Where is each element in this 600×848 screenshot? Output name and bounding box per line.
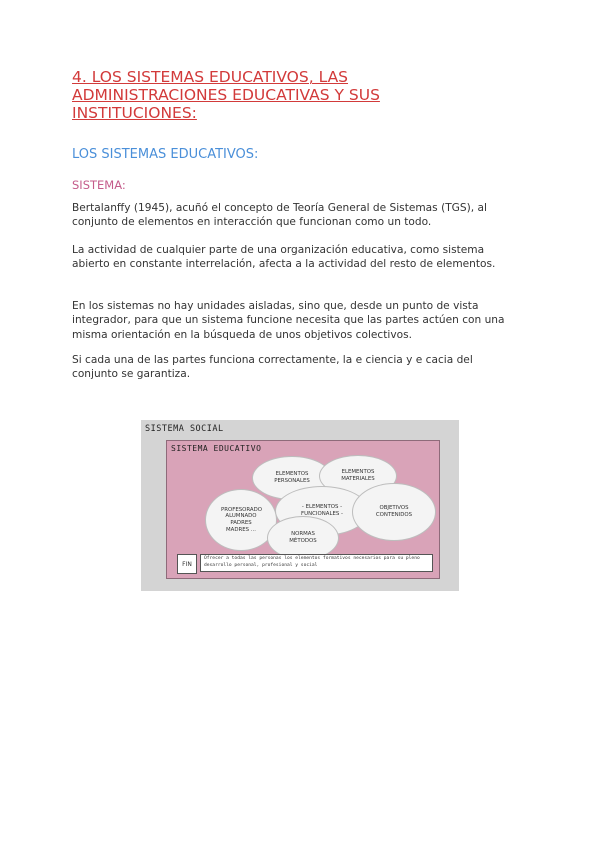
educational-system-box xyxy=(166,440,440,579)
oval-contenidos-text: OBJETIVOS CONTENIDOS xyxy=(375,505,413,518)
paragraph-3: En los sistemas no hay unidades aisladas, sino que, desde un punto de vista integrador, para que un sistema funcione necesita que las partes actúen con una misma orientación en la búsqueda de unos objetivos colectivos. xyxy=(72,300,505,341)
paragraph-2: La actividad de cualquier parte de una organización educativa, como sistema abierto en constante interrelación, afecta a la actividad del resto de elementos. xyxy=(72,244,496,271)
section-subtitle: LOS SISTEMAS EDUCATIVOS: xyxy=(72,147,259,162)
oval-funcionales-text: - ELEMENTOS - FUNCIONALES - xyxy=(301,504,343,517)
paragraph-4: Si cada una de las partes funciona correctamente, la e ciencia y e cacia del conjunto se garantiza. xyxy=(72,354,473,381)
section-heading: SISTEMA: xyxy=(72,178,126,192)
oval-personales-text: ELEMENTOS PERSONALES xyxy=(274,471,310,484)
oval-materiales-text: ELEMENTOS MATERIALES xyxy=(341,469,375,482)
page-title: 4. LOS SISTEMAS EDUCATIVOS, LAS ADMINISTRACIONES EDUCATIVAS Y SUS INSTITUCIONES: xyxy=(72,68,380,122)
fin-label-box: FIN xyxy=(177,554,197,574)
system-diagram xyxy=(141,420,459,591)
fin-description: Ofrecer a todas las personas los elementos formativos necesarios para su pleno desarrollo personal, profesional y social xyxy=(200,554,433,572)
social-system-label: SISTEMA SOCIAL xyxy=(145,424,224,434)
paragraph-1: Bertalanffy (1945), acuñó el concepto de Teoría General de Sistemas (TGS), al conjunto de elementos en interacción que funcionan como un todo. xyxy=(72,202,487,229)
oval-profesorado-text: PROFESORADO ALUMNADO PADRES MADRES ... xyxy=(221,506,263,533)
oval-contenidos xyxy=(352,483,436,541)
oval-normas-text: NORMAS MÉTODOS xyxy=(289,531,317,544)
educational-system-label: SISTEMA EDUCATIVO xyxy=(171,444,262,453)
oval-profesorado xyxy=(205,489,277,551)
